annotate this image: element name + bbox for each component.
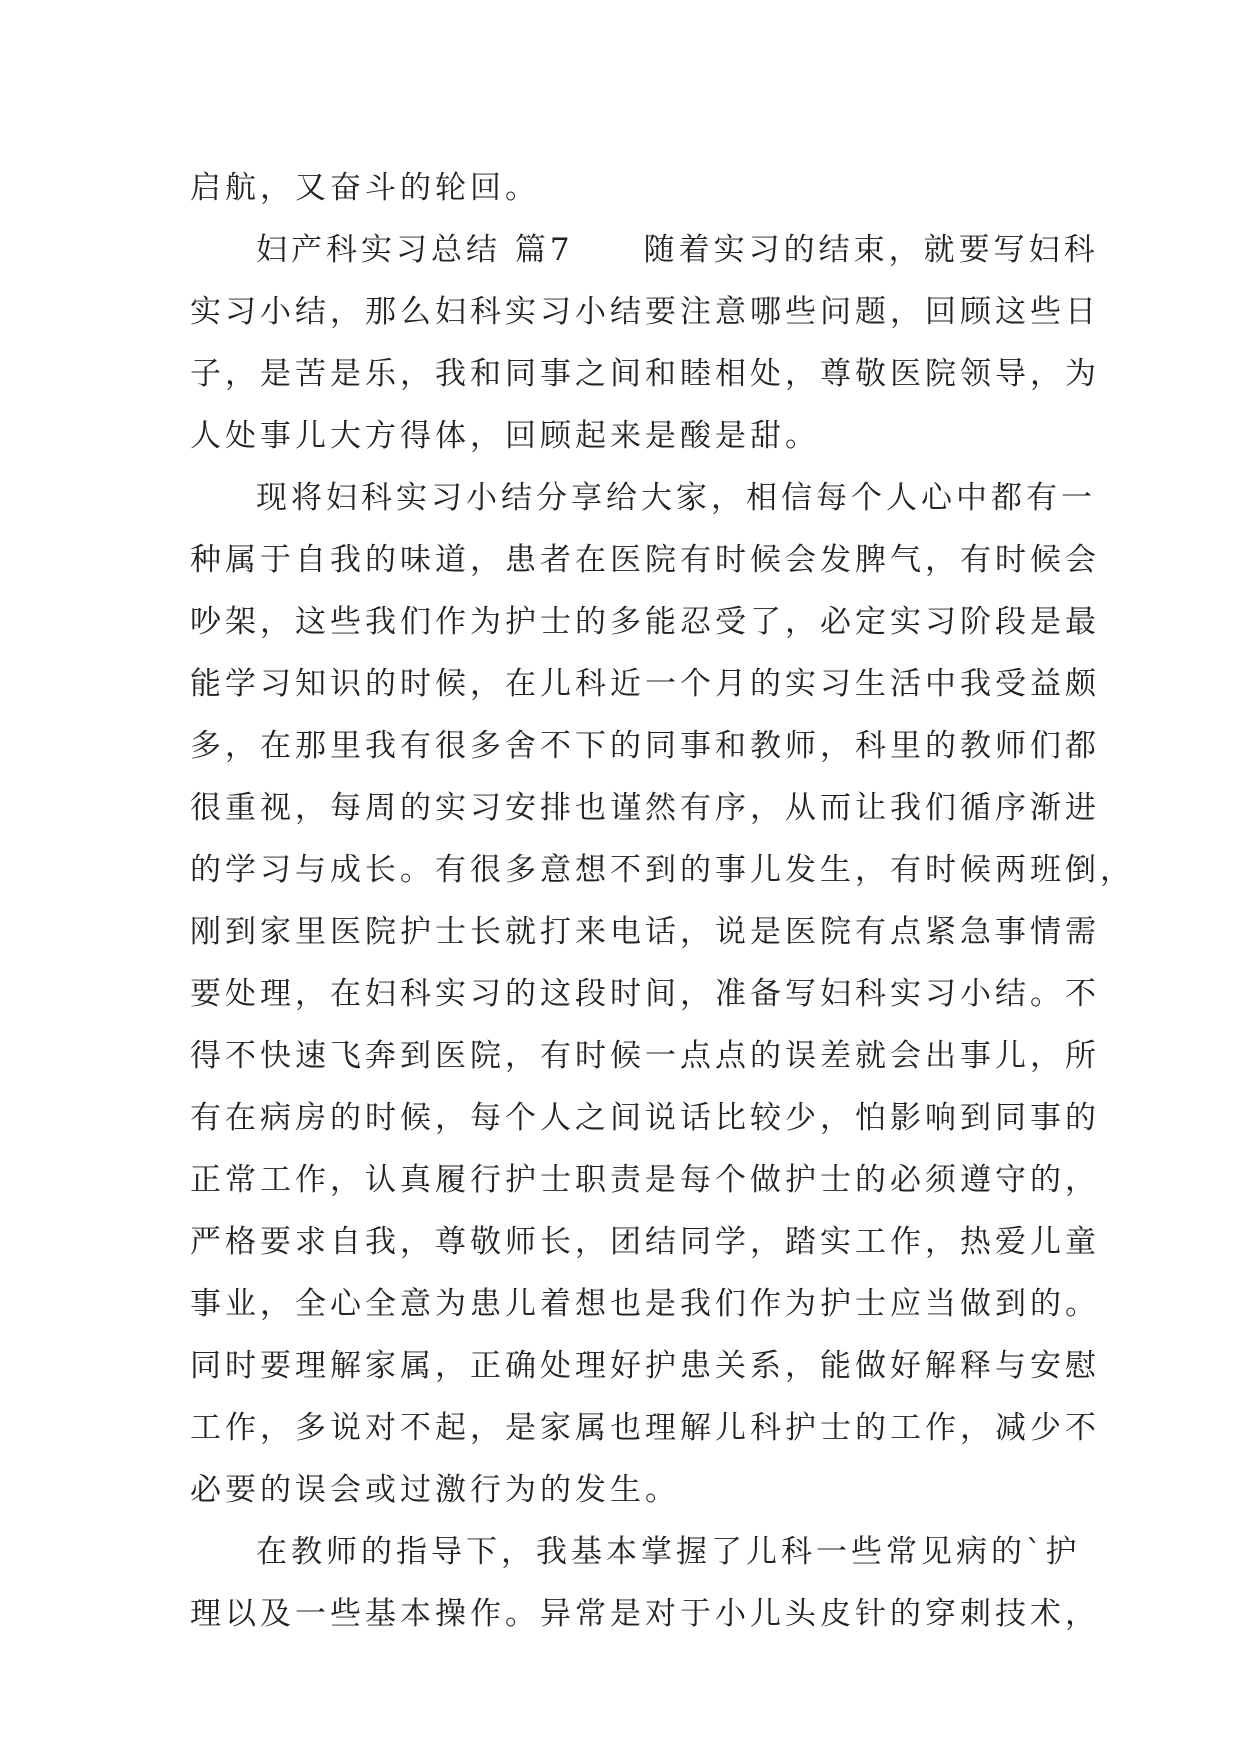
text-line: 实习小结，那么妇科实习小结要注意哪些问题，回顾这些日 <box>190 294 1100 330</box>
text-line: 要处理，在妇科实习的这段时间，准备写妇科实习小结。不 <box>190 976 1100 1012</box>
text-line: 刚到家里医院护士长就打来电话，说是医院有点紧急事情需 <box>190 914 1100 950</box>
text-line: 必要的误会或过激行为的发生。 <box>190 1472 680 1508</box>
text-line: 在教师的指导下，我基本掌握了儿科一些常见病的`护 <box>256 1534 1081 1570</box>
text-line: 子，是苦是乐，我和同事之间和睦相处，尊敬医院领导，为 <box>190 356 1100 392</box>
text-line: 多，在那里我有很多舍不下的同事和教师，科里的教师们都 <box>190 728 1100 764</box>
text-line: 启航，又奋斗的轮回。 <box>190 170 540 206</box>
text-line: 很重视，每周的实习安排也谨然有序，从而让我们循序渐进 <box>190 790 1100 826</box>
text-line: 现将妇科实习小结分享给大家，相信每个人心中都有一 <box>256 480 1096 516</box>
text-line: 有在病房的时候，每个人之间说话比较少，怕影响到同事的 <box>190 1100 1100 1136</box>
text-line: 种属于自我的味道，患者在医院有时候会发脾气，有时候会 <box>190 542 1100 578</box>
text-line: 吵架，这些我们作为护士的多能忍受了，必定实习阶段是最 <box>190 604 1100 640</box>
body-text <box>190 157 1135 1645</box>
text-line: 严格要求自我，尊敬师长，团结同学，踏实工作，热爱儿童 <box>190 1224 1100 1260</box>
text-line: 得不快速飞奔到医院，有时候一点点的误差就会出事儿，所 <box>190 1038 1100 1074</box>
text-line: 工作，多说对不起，是家属也理解儿科护士的工作，减少不 <box>190 1410 1100 1446</box>
text-line: 人处事儿大方得体，回顾起来是酸是甜。 <box>190 418 820 454</box>
text-line: 正常工作，认真履行护士职责是每个做护士的必须遵守的， <box>190 1162 1100 1198</box>
text-line: 能学习知识的时候，在儿科近一个月的实习生活中我受益颇 <box>190 666 1100 702</box>
text-line: 的学习与成长。有很多意想不到的事儿发生，有时候两班倒， <box>190 852 1135 888</box>
text-line: 妇产科实习总结 篇7 随着实习的结束，就要写妇科 <box>256 232 1099 268</box>
text-line: 同时要理解家属，正确处理好护患关系，能做好解释与安慰 <box>190 1348 1100 1384</box>
text-line: 理以及一些基本操作。异常是对于小儿头皮针的穿刺技术， <box>190 1596 1100 1632</box>
text-line: 事业，全心全意为患儿着想也是我们作为护士应当做到的。 <box>190 1286 1100 1322</box>
